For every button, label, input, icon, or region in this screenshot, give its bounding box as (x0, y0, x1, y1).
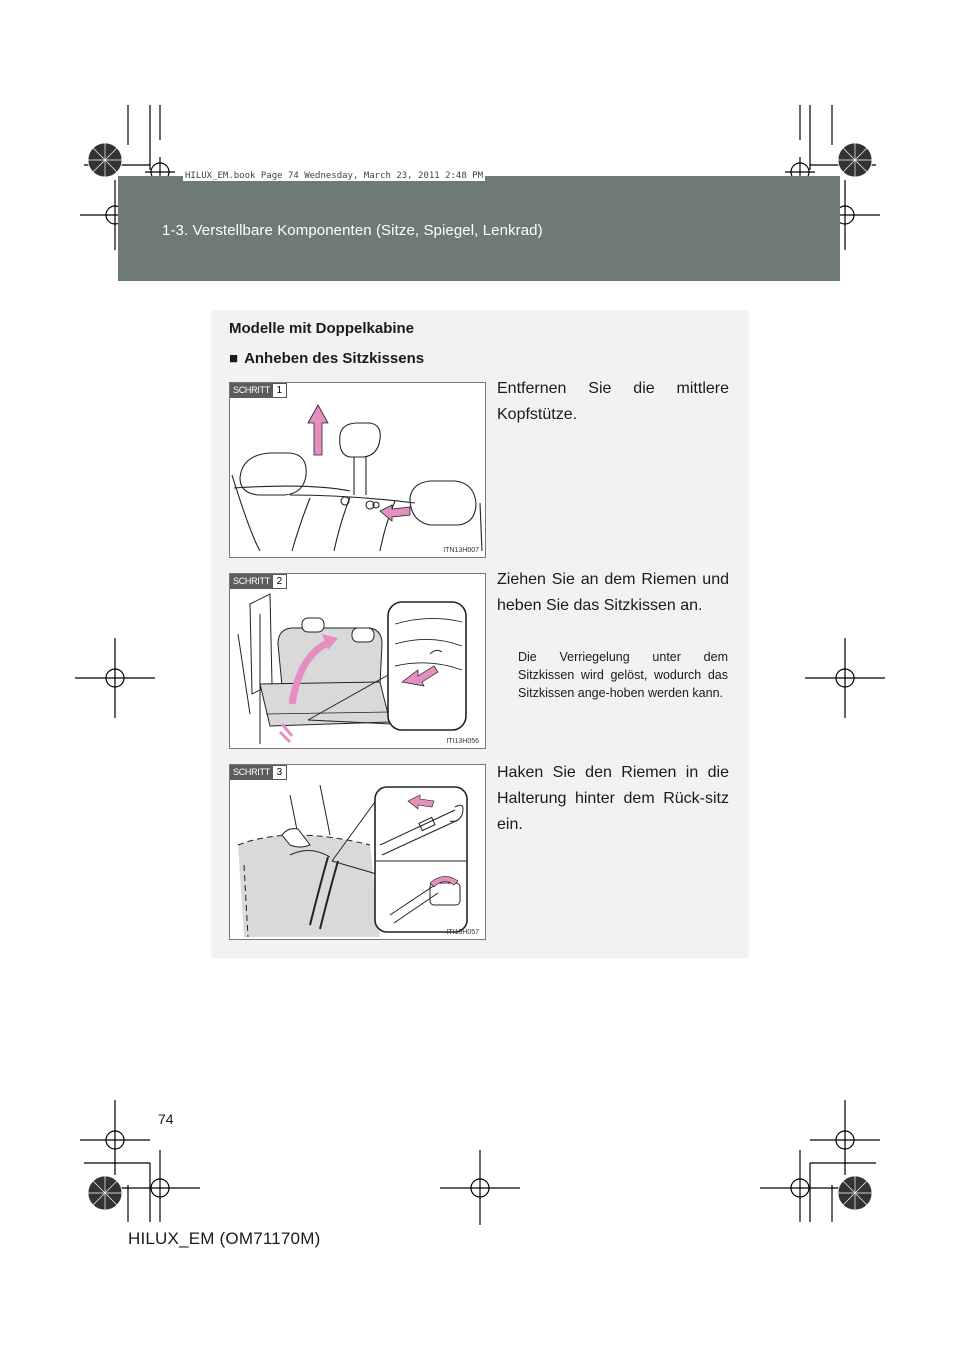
print-stamp: HILUX_EM.book Page 74 Wednesday, March 23, 2011 2:48 PM (185, 171, 484, 181)
section-header-title: 1-3. Verstellbare Komponenten (Sitze, Spiegel, Lenkrad) (162, 222, 543, 239)
strap-hook-drawing (230, 765, 485, 939)
section-header-band (118, 176, 840, 281)
figure-code: ITN13H007 (443, 547, 479, 554)
step-label: SCHRITT (230, 765, 273, 780)
step-3-instruction: Haken Sie den Riemen in die Halterung hinter dem Rück-sitz ein. (497, 764, 729, 833)
manual-footer: HILUX_EM (OM71170M) (128, 1229, 321, 1248)
step-2-note: Die Verriegelung unter dem Sitzkissen wird gelöst, wodurch das Sitzkissen ange-hoben werden kann. (518, 650, 728, 700)
step-label: SCHRITT (230, 383, 273, 398)
step-2-illustration (229, 573, 486, 749)
subsection-title-text: Anheben des Sitzkissens (244, 350, 425, 367)
page-number: 74 (158, 1111, 174, 1127)
step-number: 2 (273, 574, 287, 589)
step-1-instruction: Entfernen Sie die mittlere Kopfstütze. (497, 380, 729, 423)
step-2-instruction: Ziehen Sie an dem Riemen und heben Sie das Sitzkissen an. (497, 571, 729, 614)
seat-cushion-lift-drawing (230, 574, 485, 748)
step-3-illustration (229, 764, 486, 940)
step-number: 3 (273, 765, 287, 780)
step-badge (230, 574, 287, 589)
step-badge (230, 383, 287, 398)
step-badge (230, 765, 287, 780)
figure-code: ITI13H057 (446, 929, 479, 936)
step-number: 1 (273, 383, 287, 398)
figure-code: ITI13H056 (446, 738, 479, 745)
section-title: Modelle mit Doppelkabine (229, 320, 415, 337)
square-bullet-icon: ■ (229, 350, 239, 367)
step-1-illustration (229, 382, 486, 558)
step-label: SCHRITT (230, 574, 273, 589)
subsection-title (229, 350, 424, 367)
headrest-removal-drawing (230, 383, 485, 557)
